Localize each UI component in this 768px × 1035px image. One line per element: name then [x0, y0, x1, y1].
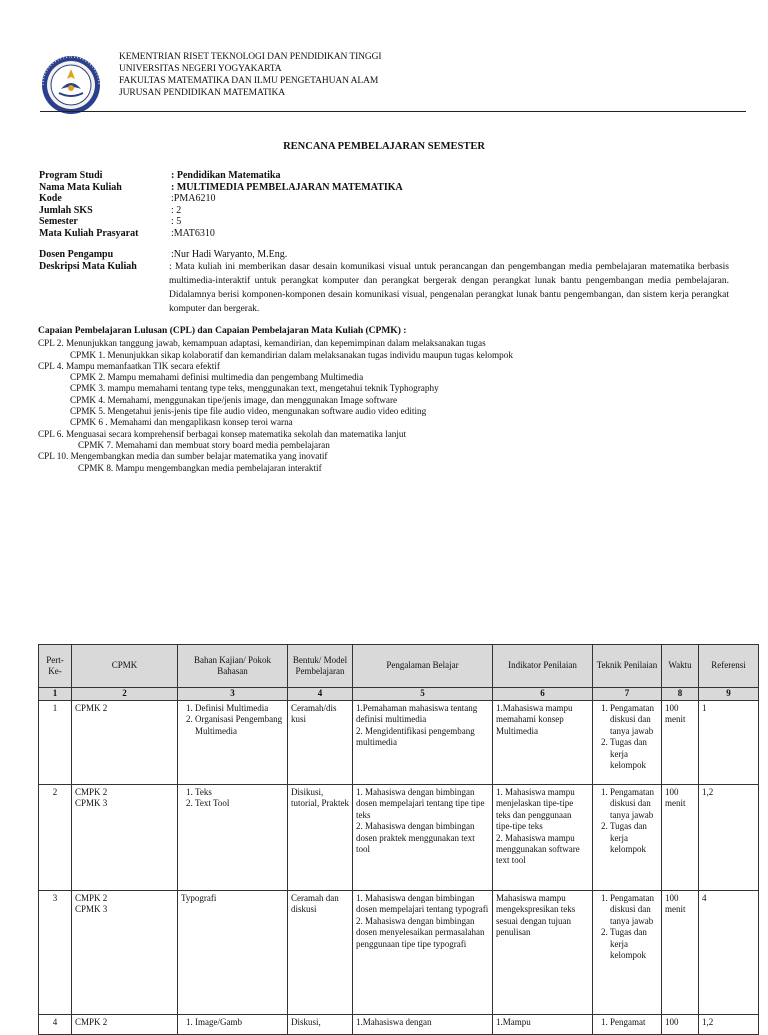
info-label-code: Kode — [39, 193, 62, 204]
cell-reference: 1 — [699, 701, 759, 785]
info-value-code: :PMA6210 — [171, 193, 216, 204]
cell-reference: 1,2 — [699, 785, 759, 891]
cell-cpmk — [72, 1015, 178, 1035]
experience-item: 1. Mahasiswa dengan bimbingan dosen mempelajari tentang tipe tipe teks — [356, 787, 485, 820]
course-info — [0, 170, 768, 320]
cpmk-line: CPMK 7. Memahami dan membuat story board media pembelajaran — [78, 439, 330, 450]
cell-indicator — [493, 891, 593, 1015]
cpmk-item: CPMK 2 — [75, 703, 108, 713]
table-header-row — [39, 645, 759, 688]
col-number: 9 — [699, 688, 759, 701]
cell-experience — [353, 1015, 493, 1035]
col-number: 6 — [493, 688, 593, 701]
cell-meeting: 1 — [39, 701, 72, 785]
header-line-ministry: KEMENTRIAN RISET TEKNOLOGI DAN PENDIDIKAN TINGGI — [119, 52, 382, 62]
table-row — [39, 1015, 759, 1035]
technique-item: 2. Tugas dan kerja kelompok — [610, 821, 658, 855]
cell-model: Ceramah dan diskusi — [288, 891, 353, 1015]
cell-time: 100 menit — [662, 891, 699, 1015]
col-header-meeting: Pert-Ke- — [39, 645, 72, 688]
cell-cpmk — [72, 701, 178, 785]
table-row — [39, 785, 759, 891]
cpmk-item: CPMK 3 — [75, 798, 108, 809]
cell-technique — [593, 701, 662, 785]
col-number: 7 — [593, 688, 662, 701]
header-rule — [40, 111, 746, 112]
cell-indicator — [493, 701, 593, 785]
technique-item: 1. Pengamatan diskusi dan tanya jawab — [610, 893, 658, 927]
indicator-item: 1.Mampu — [496, 1017, 531, 1027]
cpl-heading: Capaian Pembelajaran Lulusan (CPL) dan Capaian Pembelajaran Mata Kuliah (CPMK) : — [38, 326, 407, 336]
cell-cpmk — [72, 891, 178, 1015]
indicator-item: 2. Mahasiswa mampu menggunakan software text tool — [496, 832, 580, 866]
table-row — [39, 891, 759, 1015]
topic-item: 1. Definisi Multimedia — [195, 703, 284, 714]
cpmk-item: CPMK 3 — [75, 904, 108, 915]
cell-meeting: 3 — [39, 891, 72, 1015]
cell-model: Disikusi, tutorial, Praktek — [288, 785, 353, 891]
rps-table — [38, 644, 759, 1035]
technique-item: 1. Pengamatan diskusi dan tanya jawab — [610, 787, 658, 821]
cell-model: Ceramah/dis kusi — [288, 701, 353, 785]
technique-item: 2. Tugas dan kerja kelompok — [610, 737, 658, 771]
indicator-item: 1. Mahasiswa mampu menjelaskan tipe-tipe teks dan penggunaan tipe-tipe teks — [496, 787, 575, 832]
col-header-time: Waktu — [662, 645, 699, 688]
cell-cpmk — [72, 785, 178, 891]
cpl-line: CPL 2. Menunjukkan tanggung jawab, kemampuan adaptasi, kemandirian, dan kepemimpinan dalam melaksanakan tugas — [38, 338, 486, 349]
experience-item: 2. Mahasiswa dengan bimbingan dosen menyelesaikan permasalahan penggunaan tipe tipe typografi — [356, 915, 485, 949]
topic-item: 2. Text Tool — [195, 798, 284, 809]
experience-item: 1.Pemahaman mahasiswa tentang definisi multimedia — [356, 703, 478, 725]
experience-item: 1.Mahasiswa dengan — [356, 1017, 432, 1027]
info-label-course-name: Nama Mata Kuliah — [39, 181, 122, 193]
experience-item: 2. Mahasiswa dengan bimbingan dosen praktek menggunakan text tool — [356, 821, 475, 855]
cell-reference: 1,2 — [699, 1015, 759, 1035]
indicator-item: Mahasiswa mampu mengekspresikan teks sesuai dengan tujuan penulisan — [496, 893, 576, 938]
institution-header — [119, 51, 382, 99]
cell-experience — [353, 701, 493, 785]
cell-topic — [178, 701, 288, 785]
info-label-prerequisite: Mata Kuliah Prasyarat — [39, 227, 139, 239]
col-number: 2 — [72, 688, 178, 701]
experience-item: 1. Mahasiswa dengan bimbingan dosen mempelajari tentang typografi — [356, 893, 489, 915]
cell-indicator — [493, 1015, 593, 1035]
col-header-cpmk: CPMK — [72, 645, 178, 688]
cell-model: Diskusi, — [288, 1015, 353, 1035]
topic-item: 2. Organisasi Pengembang Multimedia — [195, 714, 284, 737]
info-label-description: Deskripsi Mata Kuliah — [39, 261, 137, 272]
cell-technique — [593, 1015, 662, 1035]
cpmk-line: CPMK 6 . Memahami dan mengaplikasn konsep teroi warna — [70, 417, 293, 428]
cpmk-item: CMPK 2 — [75, 1017, 108, 1027]
cell-experience — [353, 785, 493, 891]
document-title: RENCANA PEMBELAJARAN SEMESTER — [283, 141, 485, 152]
info-label-program: Program Studi — [39, 170, 103, 181]
cpmk-line: CPMK 8. Mampu mengembangkan media pembelajaran interaktif — [78, 462, 322, 473]
cpmk-line: CPMK 2. Mampu memahami definisi multimedia dan pengembang Multimedia — [70, 372, 364, 383]
topic-item: 1. Image/Gamb — [195, 1017, 284, 1028]
experience-item: 2. Mengidentifikasi pengembang multimedia — [356, 725, 475, 748]
cell-time: 100 menit — [662, 701, 699, 785]
cell-time: 100 — [662, 1015, 699, 1035]
cell-technique — [593, 891, 662, 1015]
cell-technique — [593, 785, 662, 891]
col-number: 1 — [39, 688, 72, 701]
col-number: 4 — [288, 688, 353, 701]
col-number: 3 — [178, 688, 288, 701]
cpmk-line: CPMK 3. mampu memahami tentang type teks, menggunakan text, mengetahui teknik Typhography — [70, 383, 439, 394]
col-header-indicator: Indikator Penilaian — [493, 645, 593, 688]
cell-meeting: 4 — [39, 1015, 72, 1035]
cpmk-item: CMPK 2 — [75, 893, 108, 903]
cell-topic — [178, 1015, 288, 1035]
technique-item: 1. Pengamat — [610, 1017, 658, 1028]
info-label-credits: Jumlah SKS — [39, 204, 93, 216]
col-header-topic: Bahan Kajian/ Pokok Bahasan — [178, 645, 288, 688]
cpmk-item: CMPK 2 — [75, 787, 108, 797]
cpmk-line: CPMK 5. Mengetahui jenis-jenis tipe file audio video, mengunakan software audio video editing — [70, 406, 427, 417]
col-number: 8 — [662, 688, 699, 701]
info-value-semester: : 5 — [171, 216, 182, 227]
technique-item: 2. Tugas dan kerja kelompok — [610, 927, 658, 961]
cpmk-line: CPMK 4. Memahami, menggunakan tipe/jenis image, dan menggunakan Image software — [70, 394, 398, 405]
header-line-university: UNIVERSITAS NEGERI YOGYAKARTA — [119, 64, 282, 74]
cell-experience — [353, 891, 493, 1015]
cell-reference: 4 — [699, 891, 759, 1015]
info-value-course-name: : MULTIMEDIA PEMBELAJARAN MATEMATIKA — [171, 181, 403, 193]
info-label-semester: Semester — [39, 216, 78, 227]
header-line-faculty: FAKULTAS MATEMATIKA DAN ILMU PENGETAHUAN ALAM — [119, 76, 379, 86]
info-value-lecturer: :Nur Hadi Waryanto, M.Eng. — [171, 249, 288, 260]
col-header-technique: Teknik Penilaian — [593, 645, 662, 688]
technique-item: 1. Pengamatan diskusi dan tanya jawab — [610, 703, 658, 737]
course-description: : Mata kuliah ini memberikan dasar desain komunikasi visual untuk perancangan dan pengembangan media pembelajaran matematika berbasis multimedia-interaktif untuk perangkat komputer dan perangkat bergerak dengan perangkat lunak bantu pengembangan media pembelajaran. Didalamnya berisi komponen-komponen desain komunikasi visual, pengenalan perangkat lunak bantu pengembangan, dan sistem kerja perangkat komputer dan bergerak. — [169, 262, 729, 314]
cell-topic — [178, 785, 288, 891]
header-line-department: JURUSAN PENDIDIKAN MATEMATIKA — [119, 88, 285, 98]
table-row — [39, 701, 759, 785]
info-value-program: : Pendidikan Matematika — [171, 170, 281, 181]
learning-outcomes — [38, 326, 758, 474]
topic-item: 1. Teks — [195, 787, 284, 798]
cell-indicator — [493, 785, 593, 891]
cpl-line: CPL 6. Menguasai secara komprehensif berbagai konsep matematika sekolah dan matematika lanjut — [38, 428, 407, 439]
cpl-line: CPL 4. Mampu memanfaatkan TIK secara efektif — [38, 360, 220, 371]
info-label-lecturer: Dosen Pengampu — [39, 249, 114, 260]
col-header-reference: Referensi — [699, 645, 759, 688]
cpmk-line: CPMK 1. Menunjukkan sikap kolaboratif dan kemandirian dalam melaksanakan tugas individu maupun tugas kelompok — [70, 349, 513, 360]
info-value-prerequisite: :MAT6310 — [171, 227, 215, 239]
cell-meeting: 2 — [39, 785, 72, 891]
indicator-item: 1.Mahasiswa mampu memahami konsep Multimedia — [496, 703, 573, 736]
col-number: 5 — [353, 688, 493, 701]
cell-time: 100 menit — [662, 785, 699, 891]
cell-topic — [178, 891, 288, 1015]
table-number-row — [39, 688, 759, 701]
cpl-line: CPL 10. Mengembangkan media dan sumber belajar matematika yang inovatif — [38, 451, 328, 462]
col-header-model: Bentuk/ Model Pembelajaran — [288, 645, 353, 688]
col-header-experience: Pengalaman Belajar — [353, 645, 493, 688]
university-seal-logo — [41, 55, 101, 115]
info-value-credits: : 2 — [171, 204, 182, 216]
topic-item: Typografi — [181, 893, 217, 903]
